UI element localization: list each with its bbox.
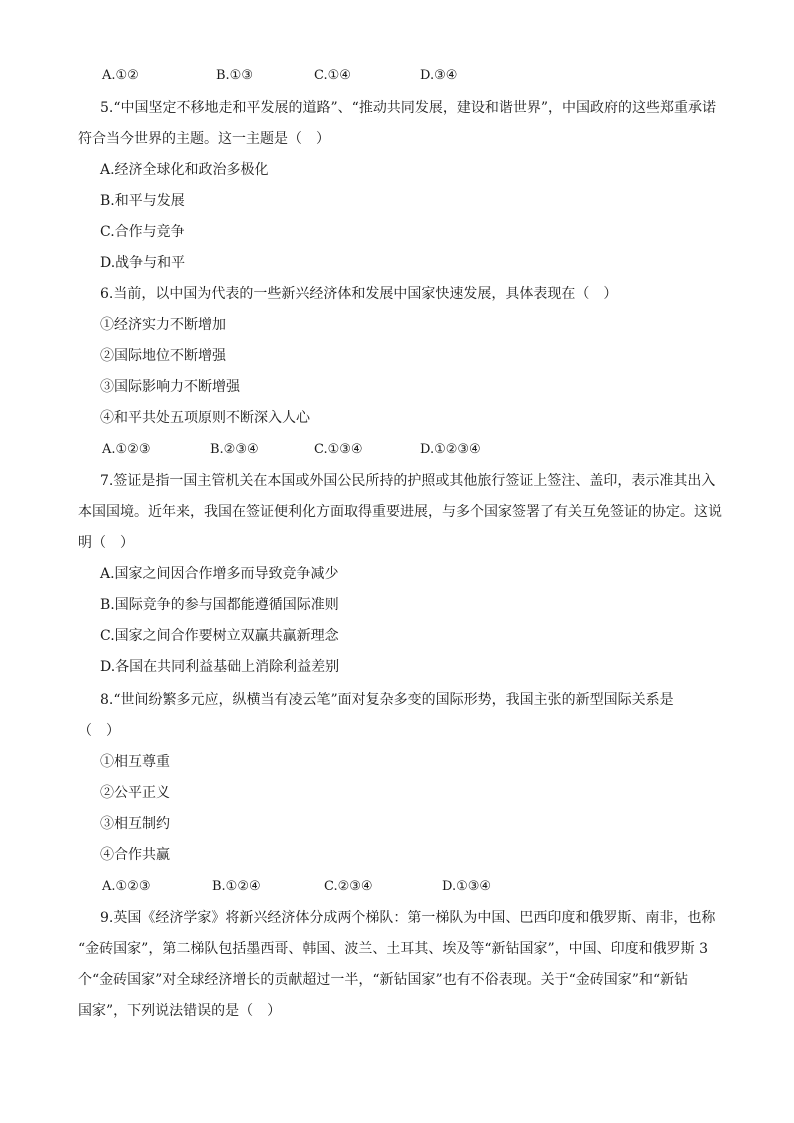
q6-option-d[interactable]: D.①②③④ [420, 442, 481, 457]
q5-stem-line1: 5.“中国坚定不移地走和平发展的道路”、“推动共同发展，建设和谐世界”，中国政府的这些郑重承诺 [100, 100, 716, 116]
q9-stem-line1: 9.英国《经济学家》将新兴经济体分成两个梯队：第一梯队为中国、巴西印度和俄罗斯、南非，也称 [100, 910, 716, 926]
q7-option-c[interactable]: C.国家之间合作要树立双赢共赢新理念 [100, 628, 339, 644]
q5-option-c[interactable]: C.合作与竞争 [100, 224, 185, 240]
q8-option-a[interactable]: A.①②③ [102, 879, 151, 894]
q5-option-d[interactable]: D.战争与和平 [100, 255, 186, 271]
q9-stem-line3: 个“金砖国家”对全球经济增长的贡献超过一半，“新钻国家”也有不俗表现。关于“金砖国家”和“新钻 [78, 972, 689, 988]
q7-option-a[interactable]: A.国家之间因合作增多而导致竞争减少 [100, 566, 339, 582]
q8-option-d[interactable]: D.①③④ [442, 879, 492, 894]
q8-option-b[interactable]: B.①②④ [212, 879, 261, 894]
q7-stem-line3: 明（ ） [78, 535, 134, 551]
q6-item-3: ③国际影响力不断增强 [100, 379, 240, 395]
q7-stem-line1: 7.签证是指一国主管机关在本国或外国公民所持的护照或其他旅行签证上签注、盖印，表示准其出入 [100, 473, 716, 489]
q8-item-3: ③相互制约 [100, 816, 170, 832]
q6-item-4: ④和平共处五项原则不断深入人心 [100, 410, 310, 426]
q7-option-d[interactable]: D.各国在共同利益基础上消除利益差别 [100, 659, 340, 675]
q4-option-d[interactable]: D.③④ [420, 68, 458, 83]
q8-item-4: ④合作共赢 [100, 847, 170, 863]
q7-stem-line2: 本国国境。近年来，我国在签证便利化方面取得重要进展，与多个国家签署了有关互免签证的协定。这说 [78, 504, 722, 520]
q6-item-2: ②国际地位不断增强 [100, 348, 226, 364]
q6-option-c[interactable]: C.①③④ [314, 442, 363, 457]
q6-option-b[interactable]: B.②③④ [210, 442, 259, 457]
q9-stem-line4: 国家”，下列说法错误的是（ ） [78, 1003, 282, 1019]
q8-stem-line2: （ ） [78, 723, 120, 739]
q5-option-b[interactable]: B.和平与发展 [100, 193, 185, 209]
q6-item-1: ①经济实力不断增加 [100, 317, 226, 333]
q8-item-2: ②公平正义 [100, 785, 170, 801]
q8-options [102, 877, 702, 897]
q4-option-a[interactable]: A.①② [102, 68, 139, 83]
q8-item-1: ①相互尊重 [100, 754, 170, 770]
q7-option-b[interactable]: B.国际竞争的参与国都能遵循国际准则 [100, 597, 339, 613]
q5-option-a[interactable]: A.经济全球化和政治多极化 [100, 162, 269, 178]
q6-options [102, 440, 702, 460]
q9-stem-line2: “金砖国家”，第二梯队包括墨西哥、韩国、波兰、土耳其、埃及等“新钻国家”，中国、印度和俄罗斯 3 [78, 941, 708, 957]
q8-option-c[interactable]: C.②③④ [324, 879, 373, 894]
q4-option-b[interactable]: B.①③ [216, 68, 253, 83]
q4-option-c[interactable]: C.①④ [314, 68, 351, 83]
q6-option-a[interactable]: A.①②③ [102, 442, 151, 457]
q5-stem-line2: 符合当今世界的主题。这一主题是（ ） [78, 131, 330, 147]
q4-options [102, 66, 702, 86]
q6-stem: 6.当前，以中国为代表的一些新兴经济体和发展中国家快速发展，具体表现在（ ） [100, 286, 618, 302]
q8-stem-line1: 8.“世间纷繁多元应，纵横当有凌云笔”面对复杂多变的国际形势，我国主张的新型国际关系是 [100, 692, 674, 708]
